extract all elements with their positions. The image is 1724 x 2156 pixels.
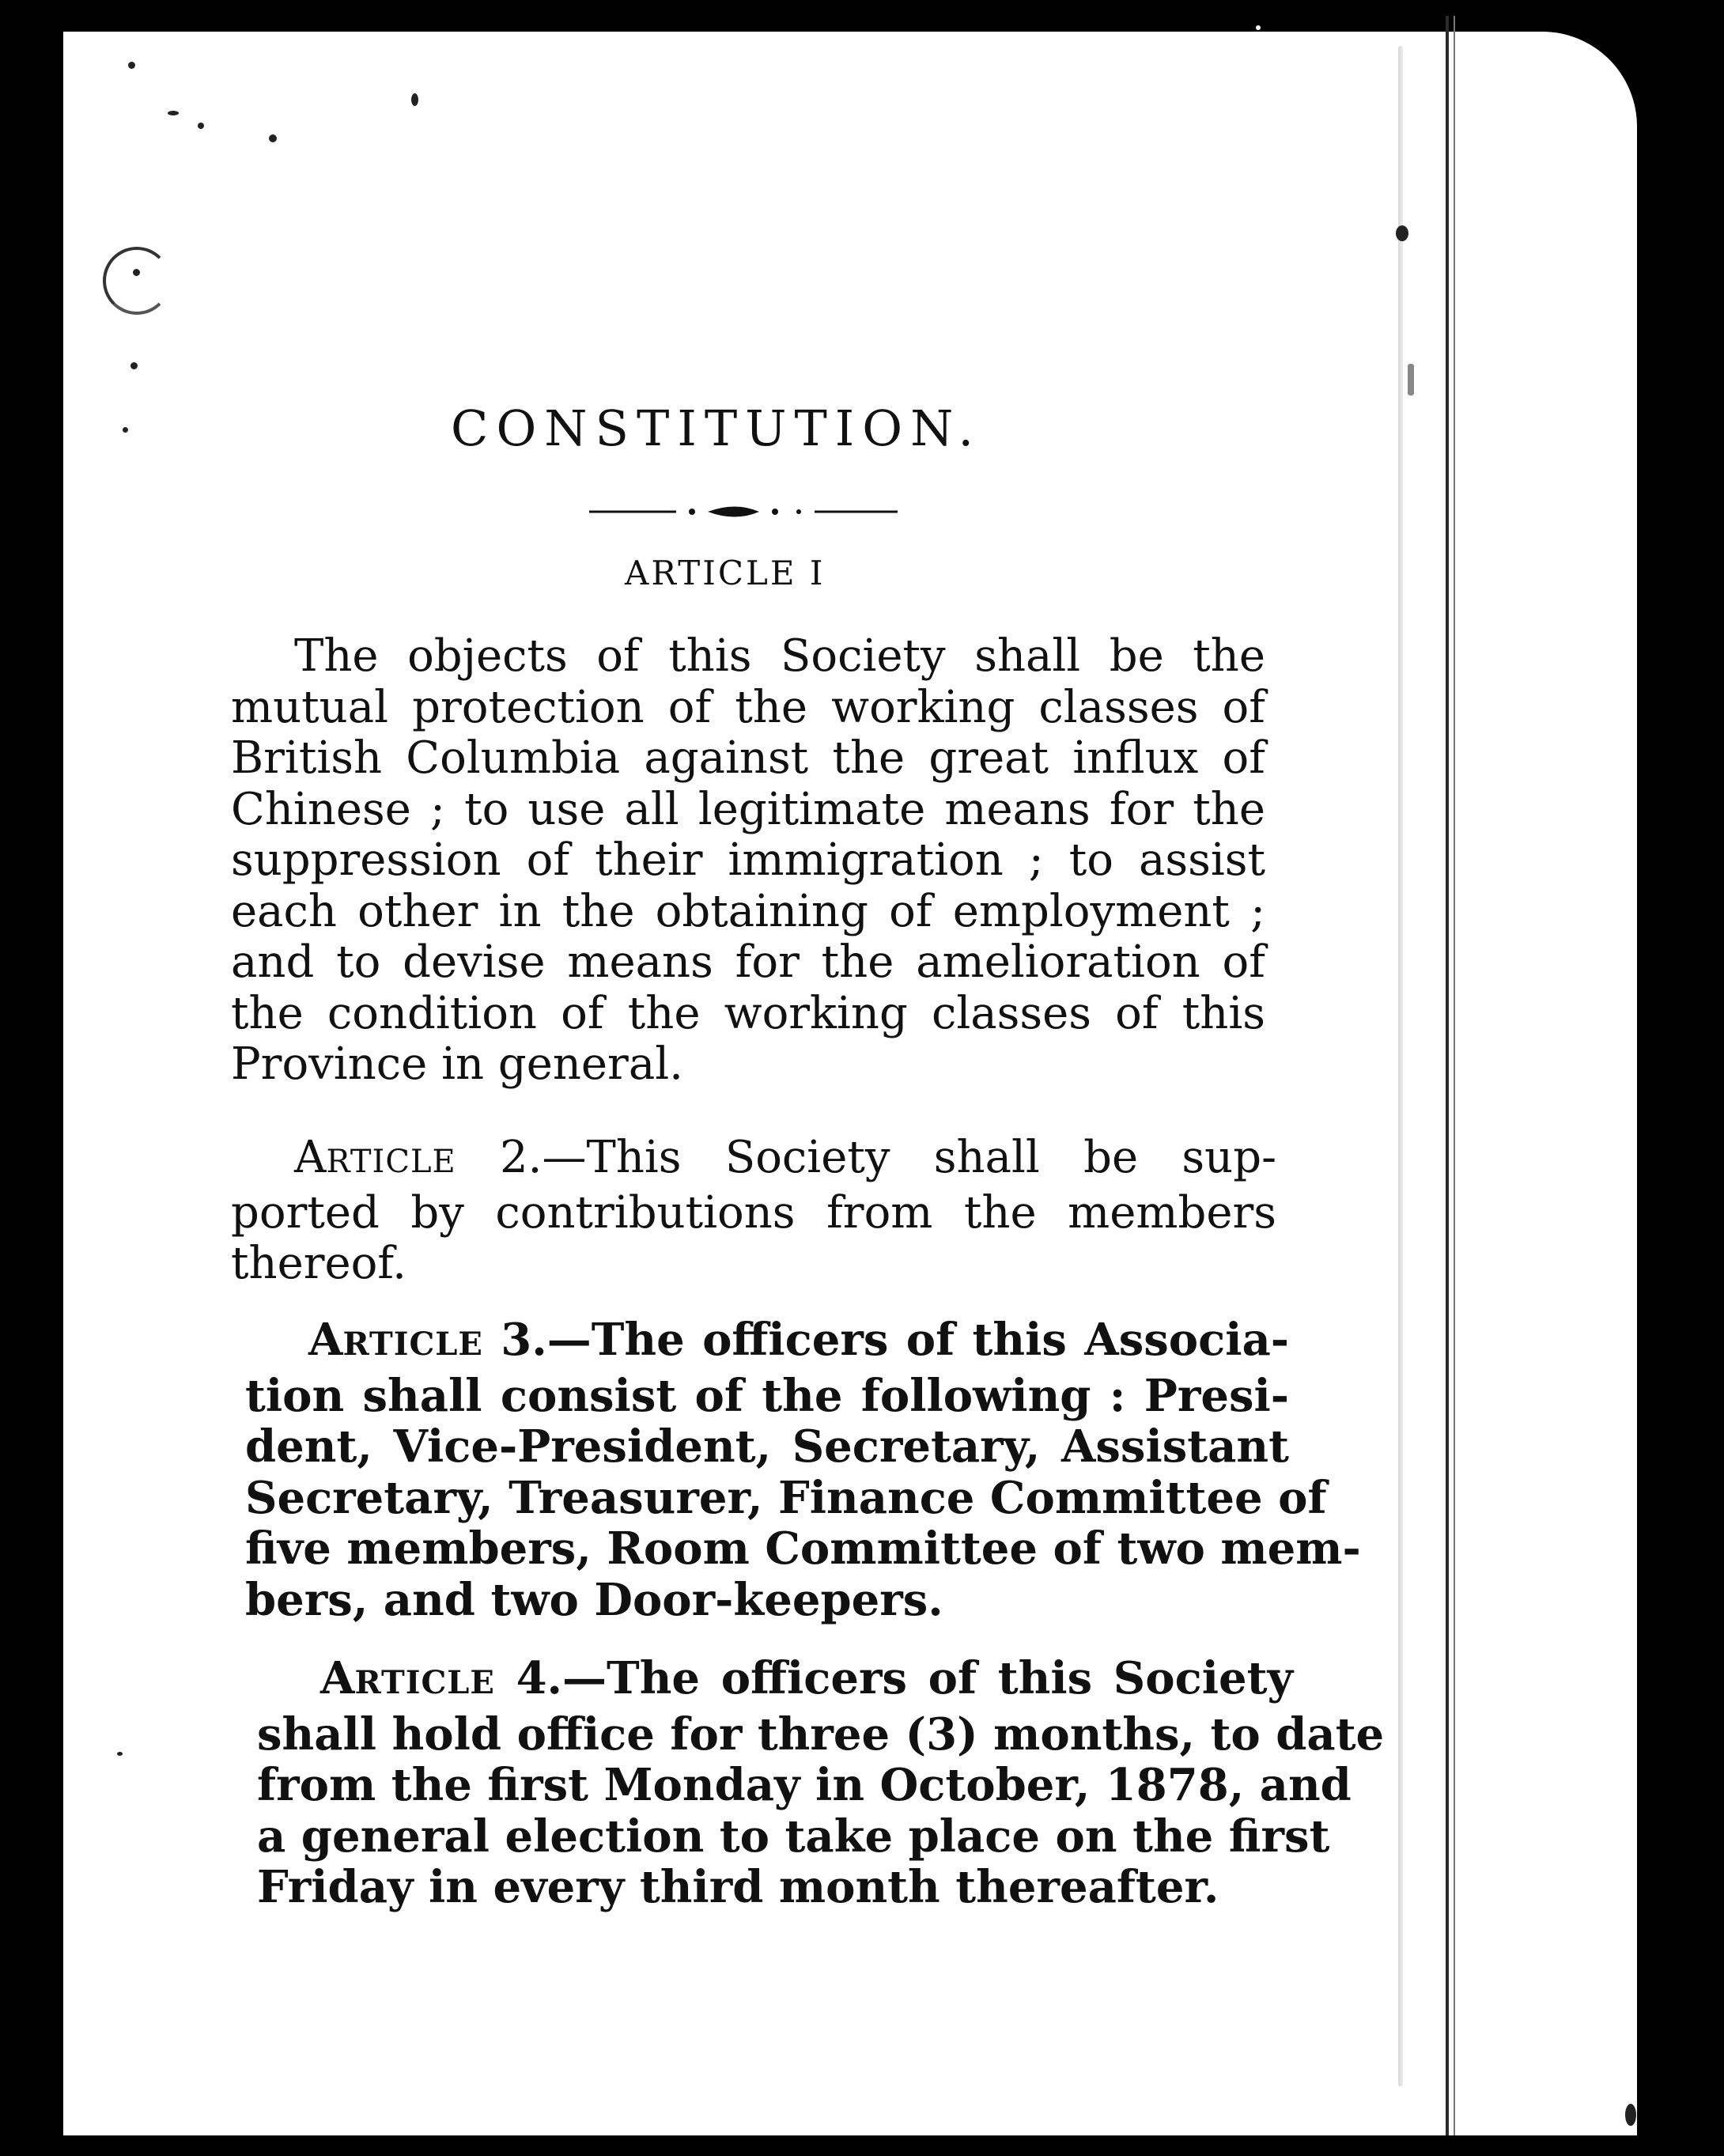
article-3-line: tion shall consist of the following : Presi- <box>245 1369 1289 1422</box>
article-1-line: and to devise means for the amelioration of <box>231 936 1265 988</box>
article-2-first-line <box>231 1133 1276 1188</box>
ornament-divider <box>589 500 898 524</box>
article-3-first-line-text: 3.—The officers of this Associa- <box>482 1314 1289 1366</box>
article-3-line: bers, and two Door-keepers. <box>245 1573 943 1626</box>
article-1-line: mutual protection of the working classes of <box>231 681 1265 733</box>
article-4-line: a general election to take place on the first <box>257 1810 1330 1863</box>
article-3-line: dent, Vice-President, Secretary, Assistant <box>245 1420 1289 1473</box>
scan-speck <box>1256 25 1261 30</box>
article-1-line: Chinese ; to use all legitimate means for the <box>231 783 1265 835</box>
punch-hole-mark <box>103 247 171 315</box>
article-1-line: suppression of their immigration ; to assist <box>231 834 1265 886</box>
article-4-paragraph <box>257 1652 1385 1913</box>
page-edge-border <box>1446 16 1449 2135</box>
scan-speck <box>130 362 138 369</box>
scan-speck <box>123 427 128 433</box>
article-1-line: British Columbia against the great influx of <box>231 732 1265 784</box>
article-2-line: thereof. <box>231 1238 406 1289</box>
scan-speck <box>117 1752 123 1756</box>
page-title: CONSTITUTION. <box>451 399 982 457</box>
article-2-line: ported by contributions from the members <box>231 1186 1276 1239</box>
page-edge-border-secondary <box>1454 16 1455 2135</box>
scan-speck <box>269 134 277 142</box>
scan-speck <box>1625 2104 1636 2126</box>
article-1-line: the condition of the working classes of this <box>231 987 1265 1039</box>
article-3-label-initial: A <box>308 1314 343 1366</box>
article-4-line: shall hold office for three (3) months, to date <box>257 1708 1385 1761</box>
scan-speck <box>198 123 204 129</box>
article-3-label-rest: RTICLE <box>342 1326 483 1363</box>
article-3-first-line <box>245 1314 1289 1371</box>
scan-speck <box>411 93 418 106</box>
article-4-line: from the first Monday in October, 1878, and <box>257 1759 1352 1811</box>
article-4-label-initial: A <box>320 1652 355 1704</box>
scan-speck <box>168 111 179 115</box>
article-3-line: Secretary, Treasurer, Finance Committee of <box>245 1471 1327 1524</box>
article-3-paragraph <box>245 1314 1361 1626</box>
article-2-paragraph <box>231 1133 1276 1290</box>
punch-hole-dot <box>133 269 140 276</box>
article-4-first-line-text: 4.—The officers of this Society <box>494 1652 1293 1704</box>
article-3-line: five members, Room Committee of two mem- <box>245 1522 1361 1575</box>
article-1-line: Province in general. <box>231 1038 683 1090</box>
scan-speck <box>1396 225 1408 241</box>
article-2-first-line-text: 2.—This Society shall be sup- <box>456 1132 1276 1183</box>
article-1-line: each other in the obtaining of employment ; <box>231 885 1265 937</box>
article-4-label-rest: RTICLE <box>354 1664 495 1701</box>
article-4-first-line <box>257 1653 1293 1709</box>
article-2-label-rest: RTICLE <box>326 1144 456 1180</box>
article-1-paragraph <box>231 631 1265 1091</box>
scan-speck <box>128 62 135 69</box>
article-1-heading: ARTICLE I <box>625 554 826 592</box>
article-2-label-initial: A <box>294 1132 327 1183</box>
scan-speck <box>1408 364 1414 395</box>
article-1-line: The objects of this Society shall be the <box>294 630 1265 682</box>
article-4-line: Friday in every third month thereafter. <box>257 1861 1219 1913</box>
page-fold-line <box>1398 46 1403 2086</box>
